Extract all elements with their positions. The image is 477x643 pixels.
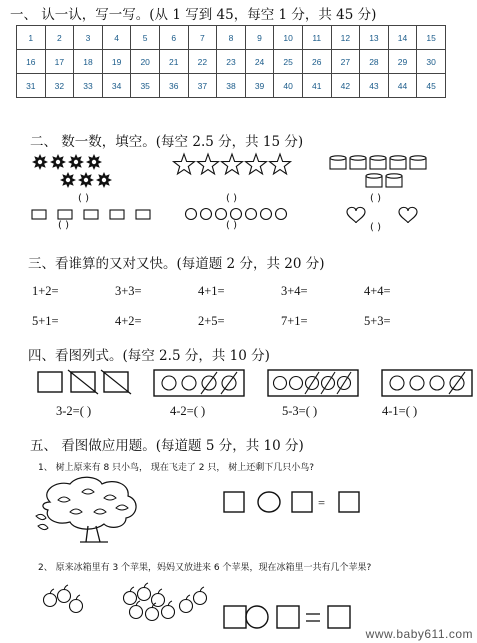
grid-cell[interactable]: 45	[417, 74, 446, 98]
section3-title: 三、看谁算的又对又快。(每道题 2 分，共 20 分)	[28, 256, 325, 272]
picture-equation-1	[38, 370, 133, 394]
grid-cell[interactable]: 12	[331, 26, 360, 50]
grid-cell[interactable]: 37	[188, 74, 217, 98]
grid-cell[interactable]: 31	[17, 74, 46, 98]
grid-cell[interactable]: 2	[45, 26, 74, 50]
circle-shape	[261, 209, 272, 220]
grid-row	[17, 74, 446, 98]
blank-paren-2[interactable]: ( )	[226, 193, 237, 204]
star-shape	[174, 154, 195, 174]
apples-image	[40, 584, 220, 624]
grid-row	[17, 50, 446, 74]
heart-shape	[399, 207, 417, 223]
grid-cell[interactable]: 6	[159, 26, 188, 50]
blank-paren-4[interactable]: ( )	[58, 220, 69, 231]
apple-shape	[180, 600, 193, 613]
picture-equation-4	[382, 370, 474, 398]
grid-cell[interactable]: 24	[245, 50, 274, 74]
picture-eq-1-text: 3-2=( )	[56, 404, 92, 418]
calc-7: 4+2=	[115, 314, 142, 328]
section4-title: 四、看图列式。(每空 2.5 分，共 10 分)	[28, 348, 270, 364]
blank-paren-6[interactable]: ( )	[370, 222, 381, 233]
heart-shapes-group	[344, 206, 424, 224]
grid-cell[interactable]: 35	[131, 74, 160, 98]
circle-shapes-group	[186, 206, 291, 222]
grid-cell[interactable]: 39	[245, 74, 274, 98]
grid-cell[interactable]: 3	[74, 26, 103, 50]
watermark-text: www.baby611.com	[365, 627, 473, 641]
grid-cell[interactable]: 22	[188, 50, 217, 74]
calc-3: 4+1=	[198, 284, 225, 298]
grid-cell[interactable]: 7	[188, 26, 217, 50]
heart-shape	[347, 207, 365, 223]
grid-cell[interactable]: 19	[102, 50, 131, 74]
apple-shape	[124, 592, 137, 605]
grid-cell[interactable]: 11	[302, 26, 331, 50]
grid-cell[interactable]: 15	[417, 26, 446, 50]
rectangle-shapes-group	[32, 208, 152, 222]
section1-title: 一、 认一认，写一写。(从 1 写到 45，每空 1 分，共 45 分)	[10, 7, 377, 23]
grid-row	[17, 26, 446, 50]
grid-cell[interactable]: 14	[388, 26, 417, 50]
circle-shape	[201, 209, 212, 220]
star-shape	[270, 154, 291, 174]
calc-6: 5+1=	[32, 314, 59, 328]
apple-shape	[194, 592, 207, 605]
circle-shape	[276, 209, 287, 220]
section2-title: 二、 数一数，填空。(每空 2.5 分，共 15 分)	[30, 134, 304, 150]
calc-4: 3+4=	[281, 284, 308, 298]
picture-equation-2	[154, 370, 246, 398]
rectangle-shape	[136, 210, 150, 219]
circle-shape	[246, 209, 257, 220]
apple-shape	[44, 594, 57, 607]
picture-eq-3-text: 5-3=( )	[282, 404, 318, 418]
grid-cell[interactable]: 17	[45, 50, 74, 74]
apple-shape	[130, 606, 143, 619]
apple-shape	[58, 590, 71, 603]
grid-cell[interactable]: 4	[102, 26, 131, 50]
calc-9: 7+1=	[281, 314, 308, 328]
tree-with-birds-image	[30, 472, 145, 547]
circle-shape	[231, 209, 242, 220]
grid-cell[interactable]: 40	[274, 74, 303, 98]
grid-cell[interactable]: 30	[417, 50, 446, 74]
grid-cell[interactable]: 34	[102, 74, 131, 98]
star-shape	[222, 154, 243, 174]
grid-cell[interactable]: 43	[360, 74, 389, 98]
grid-cell[interactable]: 23	[217, 50, 246, 74]
grid-cell[interactable]: 25	[274, 50, 303, 74]
grid-cell[interactable]: 13	[360, 26, 389, 50]
grid-cell[interactable]: 10	[274, 26, 303, 50]
apple-shape	[138, 588, 151, 601]
answer-box-row-1	[224, 490, 364, 514]
star-shape	[198, 154, 219, 174]
blank-paren-1[interactable]: ( )	[78, 193, 89, 204]
grid-cell[interactable]: 18	[74, 50, 103, 74]
picture-eq-4-text: 4-1=( )	[382, 404, 418, 418]
grid-cell[interactable]: 21	[159, 50, 188, 74]
rectangle-shape	[110, 210, 124, 219]
sun-shapes-group	[30, 152, 130, 197]
grid-cell[interactable]: 28	[360, 50, 389, 74]
circle-shape	[186, 209, 197, 220]
grid-cell[interactable]: 33	[74, 74, 103, 98]
calc-2: 3+3=	[115, 284, 142, 298]
section5-title: 五、 看图做应用题。(每道题 5 分，共 10 分)	[30, 438, 304, 454]
rectangle-shape	[84, 210, 98, 219]
grid-cell[interactable]: 38	[217, 74, 246, 98]
grid-cell[interactable]: 29	[388, 50, 417, 74]
grid-cell[interactable]: 5	[131, 26, 160, 50]
apple-shape	[162, 606, 175, 619]
calc-1: 1+2=	[32, 284, 59, 298]
question-2-text: 2、 原来冰箱里有 3 个苹果，妈妈又放进来 6 个苹果，现在冰箱里一共有几个苹果?	[38, 563, 372, 573]
rectangle-shape	[32, 210, 46, 219]
calc-8: 2+5=	[198, 314, 225, 328]
rectangle-shape	[58, 210, 72, 219]
star-shapes-group	[172, 152, 307, 180]
cylinder-shapes-group	[326, 152, 436, 192]
apple-shape	[146, 608, 159, 621]
calc-10: 5+3=	[364, 314, 391, 328]
picture-equation-3	[268, 370, 360, 398]
circle-shape	[216, 209, 227, 220]
star-shape	[246, 154, 267, 174]
apple-shape	[70, 600, 83, 613]
grid-cell[interactable]: 16	[17, 50, 46, 74]
equals-sign-1: =	[318, 496, 326, 510]
grid-cell[interactable]: 20	[131, 50, 160, 74]
number-grid	[16, 25, 446, 98]
blank-paren-3[interactable]: ( )	[370, 193, 381, 204]
grid-cell[interactable]: 32	[45, 74, 74, 98]
grid-cell[interactable]: 1	[17, 26, 46, 50]
grid-cell[interactable]: 42	[331, 74, 360, 98]
blank-paren-5[interactable]: ( )	[226, 220, 237, 231]
grid-cell[interactable]: 9	[245, 26, 274, 50]
picture-eq-2-text: 4-2=( )	[170, 404, 206, 418]
calc-5: 4+4=	[364, 284, 391, 298]
grid-cell[interactable]: 27	[331, 50, 360, 74]
grid-cell[interactable]: 44	[388, 74, 417, 98]
grid-cell[interactable]: 26	[302, 50, 331, 74]
grid-cell[interactable]: 41	[302, 74, 331, 98]
answer-box-row-2	[224, 604, 354, 630]
grid-cell[interactable]: 8	[217, 26, 246, 50]
question-1-text: 1、 树上原来有 8 只小鸟， 现在飞走了 2 只， 树上还剩下几只小鸟?	[38, 463, 314, 473]
grid-cell[interactable]: 36	[159, 74, 188, 98]
